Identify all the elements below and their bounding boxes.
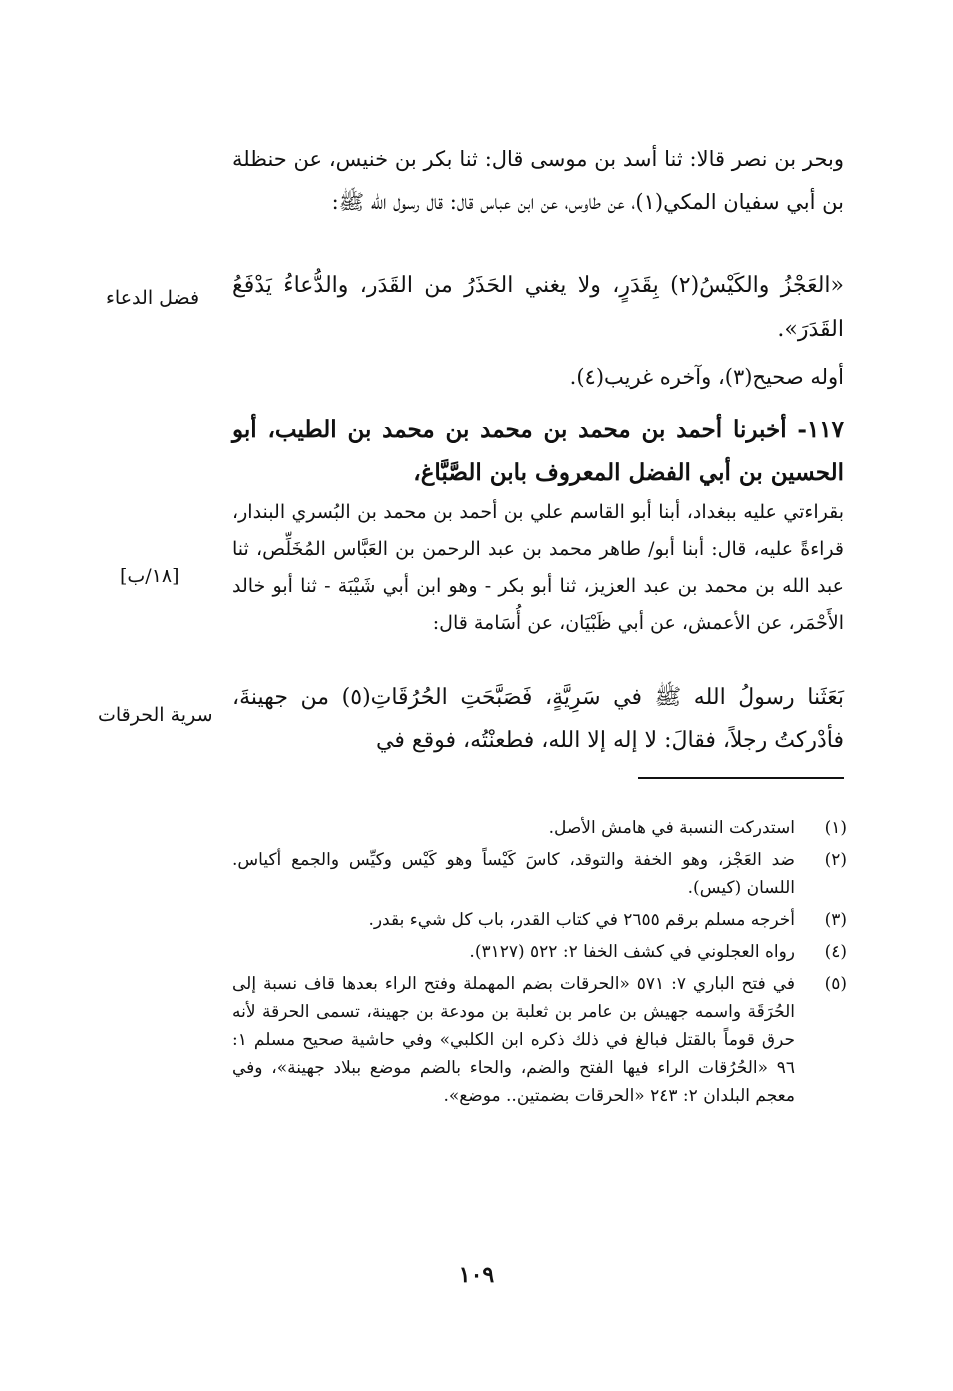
intro-text: وبحر بن نصر قالا: ثنا أسد بن موسى قال: ثنا بكر بن خنيس، عن حنظلة بن أبي سفيان المكي(١)، عن طاوس، عن ابن عباس قال: قال رسول الله ﷺ: — [232, 147, 844, 214]
isnad-text: بقراءتي عليه ببغداد، أبنا أبو القاسم علي بن أحمد بن محمد بن البُسري البندار، قراءةً عليه، قال: أبنا أبو/ طاهر محمد بن عبد الرحمن بن العَبَّاس المُخَلِّص، ثنا عبد الله بن محمد بن عبد العزيز، ثنا أبو بكر - وهو ابن أبي شَيْبَة - ثنا أبو خالد الأَحْمَر، عن الأعمش، عن أبي ظَبْيَان، عن أُسَامة قال: — [232, 501, 844, 634]
footnote-number: (٥) — [824, 974, 847, 994]
footnote-item — [232, 906, 847, 934]
footnote-item — [232, 846, 847, 902]
footnote-text: أخرجه مسلم برقم ٢٦٥٥ في كتاب القدر، باب كل شيء بقدر. — [368, 910, 795, 930]
footnote-number: (٤) — [824, 942, 847, 962]
footnote-text: في فتح الباري ٧: ٥٧١ «الحرقات بضم المهملة وفتح الراء بعدها قاف نسبة إلى الحُرَقَة واسمه جهيش بن عامر بن ثعلبة بن مودعة بن جهينة، تسمى الحرقة لأنه حرق قوماً بالقتل فبالغ في ذلك ذكره ابن الكلبي» وفي حاشية صحيح مسلم ١: ٩٦ «الحُرُقات الراء فيها الفتح والضم، والحاء بالضم موضع ببلاد جهينة»، وفي معجم البلدان ٢: ٢٤٣ «الحرقات بضمتين.. موضع». — [232, 974, 796, 1106]
hadith-quote-paragraph — [232, 264, 844, 352]
intro-paragraph — [232, 138, 844, 224]
quote-text: «العَجْزُ والكَيْسُ(٢) بِقَدَرٍ، ولا يغني الحَذَرُ من القَدَر، والدُّعاءُ يَدْفَعُ القَدَرَ». — [232, 273, 844, 342]
footnote-separator — [638, 777, 844, 779]
hadith-117-matn — [232, 676, 844, 762]
footnote-item — [232, 814, 847, 842]
footnotes-section — [232, 814, 847, 1114]
footnote-number: (٢) — [824, 850, 847, 870]
grade-text: أوله صحيح(٣)، وآخره غريب(٤). — [569, 365, 844, 389]
footnote-item — [232, 970, 847, 1110]
margin-heading-sariyyat-al-huruqat: سرية الحرقات — [98, 704, 213, 726]
isnad-bold-text: ١١٧- أخبرنا أحمد بن محمد بن محمد بن محمد بن الطيب، أبو الحسين بن أبي الفضل المعروف بابن الصَّبَّاغ، — [232, 416, 844, 486]
footnote-text: رواه العجلوني في كشف الخفا ٢: ٥٢٢ (٣١٢٧). — [469, 942, 795, 962]
hadith-117-isnad — [232, 408, 844, 642]
grading-paragraph — [232, 356, 844, 399]
matn-text: بَعَثَنا رسولُ الله ﷺ في سَرِيَّةٍ، فَصَبَّحَتِ الحُرُقَاتِ(٥) من جهينةَ، فأدْركتُ رجلاً، فقالَ: لا إله إلا الله، فطعنْتُه، فوقع في — [232, 685, 845, 753]
footnote-number: (٣) — [824, 910, 847, 930]
page-number: ١٠٩ — [458, 1262, 495, 1288]
footnote-text: ضد العَجْز، وهو الخفة والتوقد، كاسَ كَيْساً وهو كَيْس وكيِّس والجمع أكياس. اللسان (كيس). — [232, 850, 795, 898]
margin-folio-marker: [١٨/ب] — [120, 565, 180, 587]
margin-heading-fadl-al-dua: فضل الدعاء — [106, 287, 200, 309]
footnote-text: استدركت النسبة في هامش الأصل. — [548, 818, 795, 838]
footnote-number: (١) — [824, 818, 847, 838]
footnote-item — [232, 938, 847, 966]
